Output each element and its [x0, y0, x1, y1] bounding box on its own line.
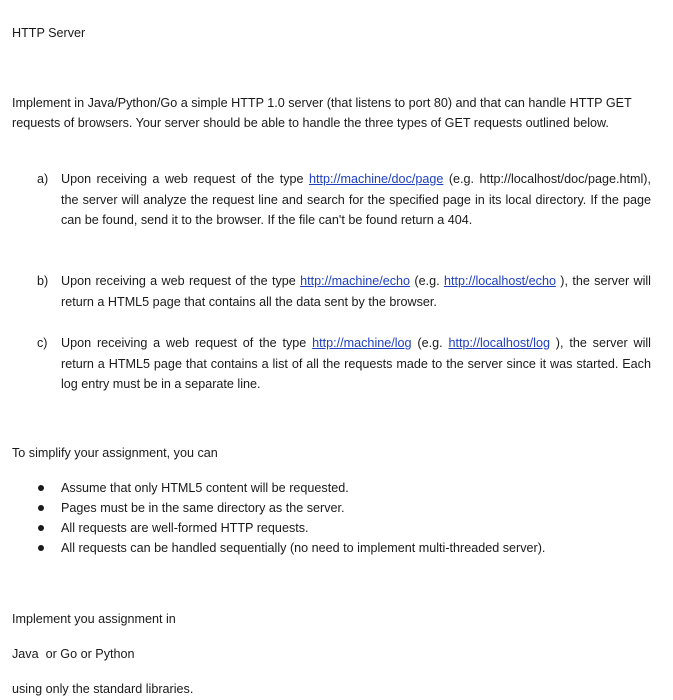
list-marker: b)	[37, 274, 49, 288]
list-item: All requests can be handled sequentially (no need to implement multi-threaded server).	[37, 538, 657, 558]
list-item: Pages must be in the same directory as the server.	[37, 498, 657, 518]
type-link[interactable]: http://machine/log	[312, 336, 412, 350]
requirement-text: Upon receiving a web request of the type http://machine/echo (e.g. http://localhost/echo ), the server will return a HTML5 page that contains all the data sent by the browser.	[61, 274, 651, 309]
list-item: All requests are well-formed HTTP requests.	[37, 518, 657, 538]
requirement-item-a	[37, 169, 651, 231]
bullet-icon	[38, 485, 44, 491]
document-title: HTTP Server	[12, 26, 86, 40]
requirement-text: Upon receiving a web request of the type http://machine/doc/page (e.g. http://localhost/doc/page.html), the server will analyze the request line and search for the specified page in its local directory. If the page can be found, send it to the browser. If the file can't be found return a 404.	[61, 172, 651, 227]
intro-paragraph: Implement in Java/Python/Go a simple HTTP 1.0 server (that listens to port 80) and that can handle HTTP GET requests of browsers. Your server should be able to handle the three types of GET requests outlined below.	[12, 96, 632, 130]
requirement-item-c	[37, 333, 651, 395]
list-item: Assume that only HTML5 content will be requested.	[37, 478, 657, 498]
example-link[interactable]: http://localhost/echo	[443, 274, 556, 288]
simplify-intro: To simplify your assignment, you can	[12, 446, 218, 460]
requirement-text: Upon receiving a web request of the type http://machine/log (e.g. http://localhost/log ), the server will return a HTML5 page that contains a list of all the requests made to the server since it was started. Each log entry must be in a separate line.	[61, 336, 651, 391]
requirement-item-b	[37, 271, 651, 312]
languages-line: Java or Go or Python	[12, 647, 135, 661]
list-marker: a)	[37, 172, 49, 186]
type-link[interactable]: http://machine/echo	[300, 274, 411, 288]
assumptions-list	[37, 478, 657, 558]
bullet-icon	[38, 545, 44, 551]
libraries-note: using only the standard libraries.	[12, 682, 194, 696]
example-link[interactable]: http://localhost/log	[448, 336, 550, 350]
list-marker: c)	[37, 336, 48, 350]
type-link[interactable]: http://machine/doc/page	[308, 172, 444, 186]
implement-heading: Implement you assignment in	[12, 612, 176, 626]
bullet-icon	[38, 525, 44, 531]
bullet-icon	[38, 505, 44, 511]
